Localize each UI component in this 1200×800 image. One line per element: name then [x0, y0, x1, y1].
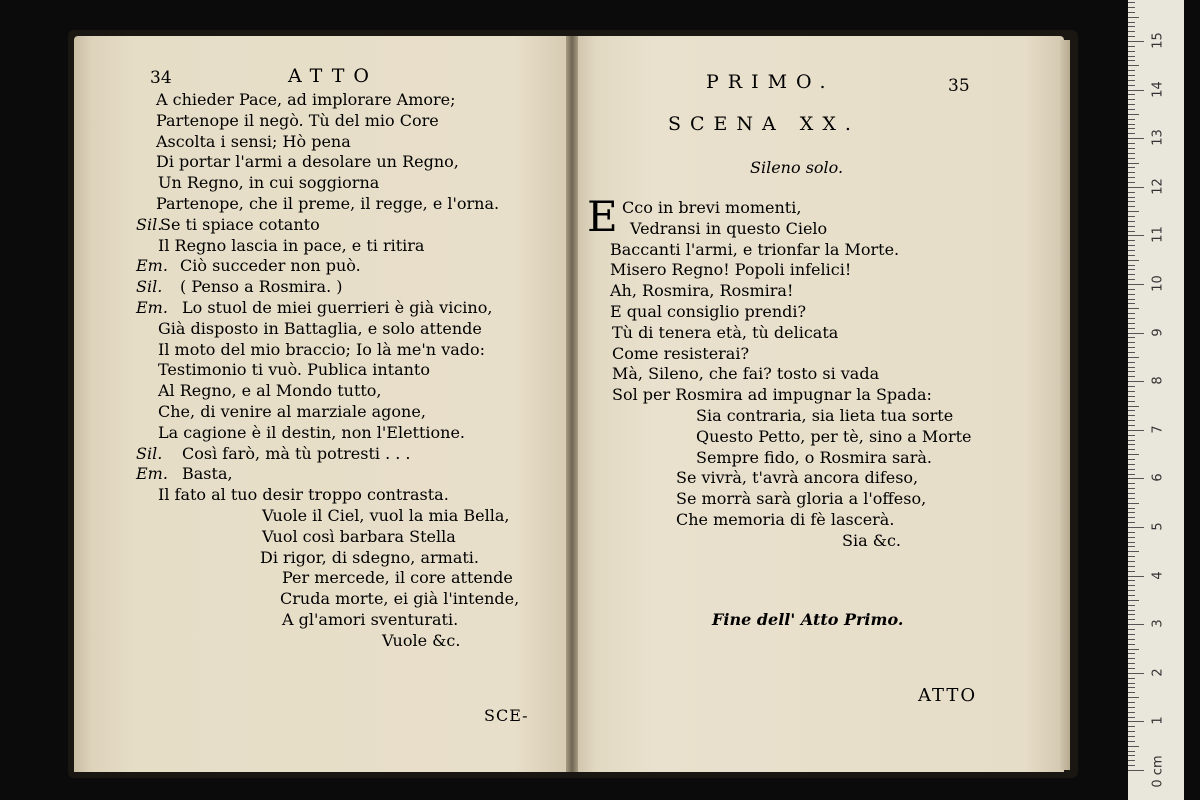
ruler-tick [1128, 371, 1135, 372]
verse-line: Il Regno lascia in pace, e ti ritira [158, 235, 425, 255]
speaker-label: Em. [136, 256, 168, 276]
ruler-tick [1128, 211, 1139, 212]
verse-line: Che, di venire al marziale agone, [158, 402, 426, 421]
ruler-tick [1128, 51, 1135, 52]
verse-line: Di rigor, di sdegno, armati. [260, 547, 479, 567]
ruler-tick [1128, 148, 1135, 149]
ruler-number: 12 [1150, 178, 1166, 195]
ruler-tick [1128, 386, 1135, 387]
ruler-tick [1128, 75, 1135, 76]
ruler-tick [1128, 619, 1135, 620]
ruler-tick [1128, 192, 1135, 193]
ruler-tick [1128, 153, 1135, 154]
ruler-tick [1128, 245, 1135, 246]
ruler-tick [1128, 406, 1139, 407]
ruler-tick [1128, 600, 1139, 601]
right-running-head: PRIMO. [706, 71, 835, 93]
ruler-number: 4 [1150, 570, 1166, 580]
ruler-tick [1128, 410, 1135, 411]
ruler-tick [1128, 206, 1135, 207]
ruler-tick [1128, 629, 1135, 630]
ruler-tick [1128, 90, 1144, 91]
ruler-tick [1128, 483, 1135, 484]
ruler-tick [1128, 420, 1135, 421]
ruler-tick [1128, 17, 1139, 18]
end-note: Fine dell' Atto Primo. [712, 610, 904, 629]
ruler-tick [1128, 561, 1135, 562]
ruler-tick [1128, 590, 1135, 591]
book-gutter [566, 36, 578, 772]
ruler-tick [1128, 653, 1135, 654]
ruler-tick [1128, 333, 1144, 334]
ruler-tick [1128, 512, 1135, 513]
drop-cap: E [587, 192, 618, 241]
stage-direction: Sileno solo. [750, 158, 844, 177]
ruler-tick [1128, 119, 1135, 120]
ruler-tick [1128, 673, 1144, 674]
ruler-tick [1128, 396, 1135, 397]
ruler-number: 6 [1150, 473, 1166, 483]
ruler-tick [1128, 517, 1135, 518]
ruler-tick [1128, 284, 1144, 285]
verse-line: Il moto del mio braccio; Io là me'n vado: [158, 339, 486, 359]
verse-line: Questo Petto, per tè, sino a Morte [696, 426, 972, 446]
ruler-tick [1128, 508, 1135, 509]
verse-line: Come resisterai? [612, 343, 750, 363]
ruler-tick [1128, 580, 1135, 581]
ruler-tick [1128, 435, 1135, 436]
ruler-tick [1128, 56, 1135, 57]
ruler-tick [1128, 167, 1135, 168]
ruler-tick [1128, 425, 1135, 426]
ruler-tick [1128, 493, 1135, 494]
ruler-tick [1128, 571, 1135, 572]
ruler-tick [1128, 576, 1144, 577]
ruler-tick [1128, 12, 1135, 13]
left-page-number: 34 [150, 68, 172, 88]
ruler-number: 13 [1150, 129, 1166, 146]
ruler-tick [1128, 158, 1135, 159]
verse-line: Mà, Sileno, che fai? tosto si vada [612, 364, 880, 384]
speaker-label: Sil. [136, 443, 163, 463]
ruler-tick [1128, 765, 1135, 766]
ruler-tick [1128, 746, 1139, 747]
left-catchword: SCE- [484, 706, 529, 725]
verse-line: Il fato al tuo desir troppo contrasta. [158, 485, 449, 505]
ruler-tick [1128, 770, 1144, 771]
verse-line: Cco in brevi momenti, [622, 198, 802, 217]
ruler-tick [1128, 469, 1135, 470]
ruler-tick [1128, 537, 1135, 538]
ruler-tick [1128, 527, 1144, 528]
ruler-number: 5 [1150, 522, 1166, 531]
verse-line: Sol per Rosmira ad impugnar la Spada: [612, 385, 932, 405]
ruler-tick [1128, 36, 1135, 37]
verse-line: Basta, [182, 464, 233, 484]
ruler-tick [1128, 741, 1135, 742]
ruler-number: 14 [1150, 80, 1166, 98]
ruler-tick [1128, 488, 1135, 489]
speaker-label: Em. [136, 464, 168, 484]
ruler-tick [1128, 459, 1135, 460]
ruler-tick [1128, 65, 1139, 66]
right-page-number: 35 [948, 76, 970, 96]
ruler-tick [1128, 231, 1135, 232]
ruler-tick [1128, 337, 1135, 338]
ruler-tick [1128, 177, 1135, 178]
ruler-tick [1128, 342, 1135, 343]
ruler-tick [1128, 294, 1135, 295]
verse-line: Vuol così barbara Stella [262, 526, 456, 546]
ruler-tick [1128, 736, 1135, 737]
verse-line: Sia &c. [842, 530, 901, 550]
left-running-head: ATTO [288, 65, 378, 87]
ruler-tick [1128, 726, 1135, 727]
ruler-tick [1128, 381, 1144, 382]
ruler-tick [1128, 22, 1135, 23]
ruler-tick [1128, 308, 1139, 309]
ruler-tick [1128, 391, 1135, 392]
verse-line: Ah, Rosmira, Rosmira! [610, 281, 794, 301]
verse-line: A chieder Pace, ad implorare Amore; [156, 90, 456, 109]
ruler-tick [1128, 41, 1144, 42]
verse-line: Cruda morte, ei già l'intende, [280, 589, 520, 609]
ruler-tick [1128, 430, 1144, 431]
ruler-tick [1128, 415, 1135, 416]
ruler-tick [1128, 269, 1135, 270]
ruler-tick [1128, 60, 1135, 61]
page-edges [1060, 40, 1070, 770]
ruler-tick [1128, 201, 1135, 202]
ruler-number: 10 [1150, 275, 1166, 292]
speaker-label: Sil. [136, 214, 163, 234]
ruler-number: 1 [1150, 716, 1166, 726]
ruler-tick [1128, 687, 1135, 688]
ruler-tick [1128, 197, 1135, 198]
ruler-tick [1128, 109, 1135, 110]
verse-line: Di portar l'armi a desolare un Regno, [156, 152, 459, 172]
ruler-tick [1128, 313, 1135, 314]
ruler-tick [1128, 454, 1139, 455]
verse-line: A gl'amori sventurati. [282, 610, 459, 629]
ruler-tick [1128, 172, 1135, 173]
ruler-tick [1128, 683, 1135, 684]
ruler-tick [1128, 668, 1135, 669]
ruler-tick [1128, 702, 1135, 703]
ruler-tick [1128, 649, 1139, 650]
ruler-tick [1128, 546, 1135, 547]
verse-line: Al Regno, e al Mondo tutto, [158, 381, 382, 401]
verse-line: Se vivrà, t'avrà ancora difeso, [676, 468, 919, 488]
verse-line: Vedransi in questo Cielo [630, 218, 828, 238]
ruler-tick [1128, 216, 1135, 217]
ruler-tick [1128, 303, 1135, 304]
ruler-tick [1128, 187, 1144, 188]
ruler-tick [1128, 760, 1135, 761]
ruler-tick [1128, 367, 1135, 368]
ruler-tick [1128, 503, 1139, 504]
ruler-tick [1128, 644, 1135, 645]
ruler-tick [1128, 31, 1135, 32]
verse-line: Ascolta i sensi; Hò pena [156, 131, 351, 151]
verse-line: Così farò, mà tù potresti . . . [182, 443, 411, 463]
ruler-tick [1128, 712, 1135, 713]
verse-line: Lo stuol de miei guerrieri è già vicino, [182, 298, 493, 317]
ruler-tick [1128, 94, 1135, 95]
ruler-tick [1128, 274, 1135, 275]
verse-line: E qual consiglio prendi? [610, 302, 807, 321]
ruler-tick [1128, 474, 1135, 475]
ruler-tick [1128, 46, 1135, 47]
ruler-tick [1128, 260, 1139, 261]
ruler-tick [1128, 444, 1135, 445]
ruler-tick [1128, 595, 1135, 596]
ruler-tick [1128, 556, 1135, 557]
verse-line: Sempre fido, o Rosmira sarà. [696, 447, 932, 467]
speaker-label: Sil. [136, 277, 163, 297]
ruler-tick [1128, 542, 1135, 543]
ruler-tick [1128, 357, 1139, 358]
verse-line: Tù di tenera età, tù delicata [612, 322, 839, 342]
verse-line: Baccanti l'armi, e trionfar la Morte. [610, 239, 900, 259]
ruler-tick [1128, 663, 1135, 664]
ruler-tick [1128, 634, 1135, 635]
ruler-tick [1128, 751, 1135, 752]
ruler-tick [1128, 182, 1135, 183]
ruler-tick [1128, 85, 1135, 86]
ruler-tick [1128, 2, 1135, 3]
ruler-tick [1128, 143, 1135, 144]
ruler-number: 3 [1150, 619, 1166, 628]
ruler-tick [1128, 250, 1135, 251]
verse-line: Ciò succeder non può. [180, 256, 361, 276]
verse-line: Un Regno, in cui soggiorna [158, 173, 380, 193]
ruler-tick [1128, 128, 1135, 129]
ruler-tick [1128, 347, 1135, 348]
ruler-tick [1128, 401, 1135, 402]
ruler-tick [1128, 235, 1144, 236]
scene-title: SCENA XX. [668, 113, 860, 135]
verse-line: Se morrà sarà gloria a l'offeso, [676, 489, 927, 509]
verse-line: Partenope il negò. Tù del mio Core [156, 110, 439, 130]
ruler-number: 11 [1150, 226, 1166, 244]
ruler-tick [1128, 717, 1135, 718]
verse-line: Già disposto in Battaglia, e solo attende [158, 318, 482, 338]
ruler-tick [1128, 624, 1144, 625]
ruler-tick [1128, 678, 1135, 679]
verse-line: Sia contraria, sia lieta tua sorte [696, 406, 954, 425]
ruler-tick [1128, 221, 1135, 222]
verse-line: Per mercede, il core attende [282, 568, 513, 588]
ruler-tick [1128, 498, 1135, 499]
ruler-tick [1128, 731, 1135, 732]
ruler-tick [1128, 614, 1135, 615]
ruler-tick [1128, 478, 1144, 479]
ruler-tick [1128, 133, 1135, 134]
ruler-tick [1128, 240, 1135, 241]
ruler-tick [1128, 80, 1135, 81]
ruler-tick [1128, 299, 1135, 300]
ruler-tick [1128, 323, 1135, 324]
ruler-number: 9 [1150, 327, 1166, 337]
verse-line: Che memoria di fè lascerà. [676, 510, 895, 529]
ruler-tick [1128, 610, 1135, 611]
verse-line: Testimonio ti vuò. Publica intanto [158, 360, 430, 380]
ruler-tick [1128, 605, 1135, 606]
ruler-tick [1128, 566, 1135, 567]
ruler-tick [1128, 551, 1139, 552]
ruler-tick [1128, 362, 1135, 363]
ruler-tick [1128, 585, 1135, 586]
verse-line: Partenope, che il preme, il regge, e l'orna. [156, 194, 500, 213]
ruler-number: 15 [1150, 32, 1166, 49]
verse-line: Misero Regno! Popoli infelici! [610, 260, 852, 280]
measurement-ruler [1128, 0, 1184, 800]
ruler-unit-label: 0 cm [1150, 755, 1166, 788]
ruler-tick [1128, 522, 1135, 523]
ruler-tick [1128, 104, 1135, 105]
ruler-tick [1128, 697, 1139, 698]
speaker-label: Em. [136, 298, 168, 317]
ruler-tick [1128, 26, 1135, 27]
ruler-tick [1128, 265, 1135, 266]
ruler-tick [1128, 721, 1144, 722]
ruler-tick [1128, 255, 1135, 256]
ruler-tick [1128, 138, 1144, 139]
ruler-tick [1128, 163, 1139, 164]
ruler-tick [1128, 7, 1135, 8]
ruler-tick [1128, 464, 1135, 465]
ruler-tick [1128, 124, 1135, 125]
ruler-number: 8 [1150, 376, 1166, 385]
verse-line: ( Penso a Rosmira. ) [180, 277, 343, 297]
verse-line: La cagione è il destin, non l'Elettione. [158, 422, 465, 442]
ruler-tick [1128, 658, 1135, 659]
verse-line: Se ti spiace cotanto [160, 214, 320, 234]
ruler-tick [1128, 707, 1135, 708]
ruler-tick [1128, 352, 1135, 353]
ruler-tick [1128, 692, 1135, 693]
ruler-tick [1128, 440, 1135, 441]
ruler-tick [1128, 114, 1139, 115]
ruler-tick [1128, 376, 1135, 377]
ruler-tick [1128, 99, 1135, 100]
ruler-number: 2 [1150, 668, 1166, 677]
verse-line: Vuole &c. [382, 630, 461, 650]
ruler-tick [1128, 449, 1135, 450]
ruler-tick [1128, 70, 1135, 71]
verse-line: Vuole il Ciel, vuol la mia Bella, [262, 506, 510, 525]
ruler-tick [1128, 318, 1135, 319]
ruler-tick [1128, 226, 1135, 227]
ruler-tick [1128, 755, 1135, 756]
ruler-tick [1128, 639, 1135, 640]
ruler-tick [1128, 289, 1135, 290]
ruler-number: 7 [1150, 425, 1166, 434]
ruler-tick [1128, 328, 1135, 329]
ruler-tick [1128, 532, 1135, 533]
right-catchword: ATTO [918, 685, 978, 706]
ruler-tick [1128, 279, 1135, 280]
